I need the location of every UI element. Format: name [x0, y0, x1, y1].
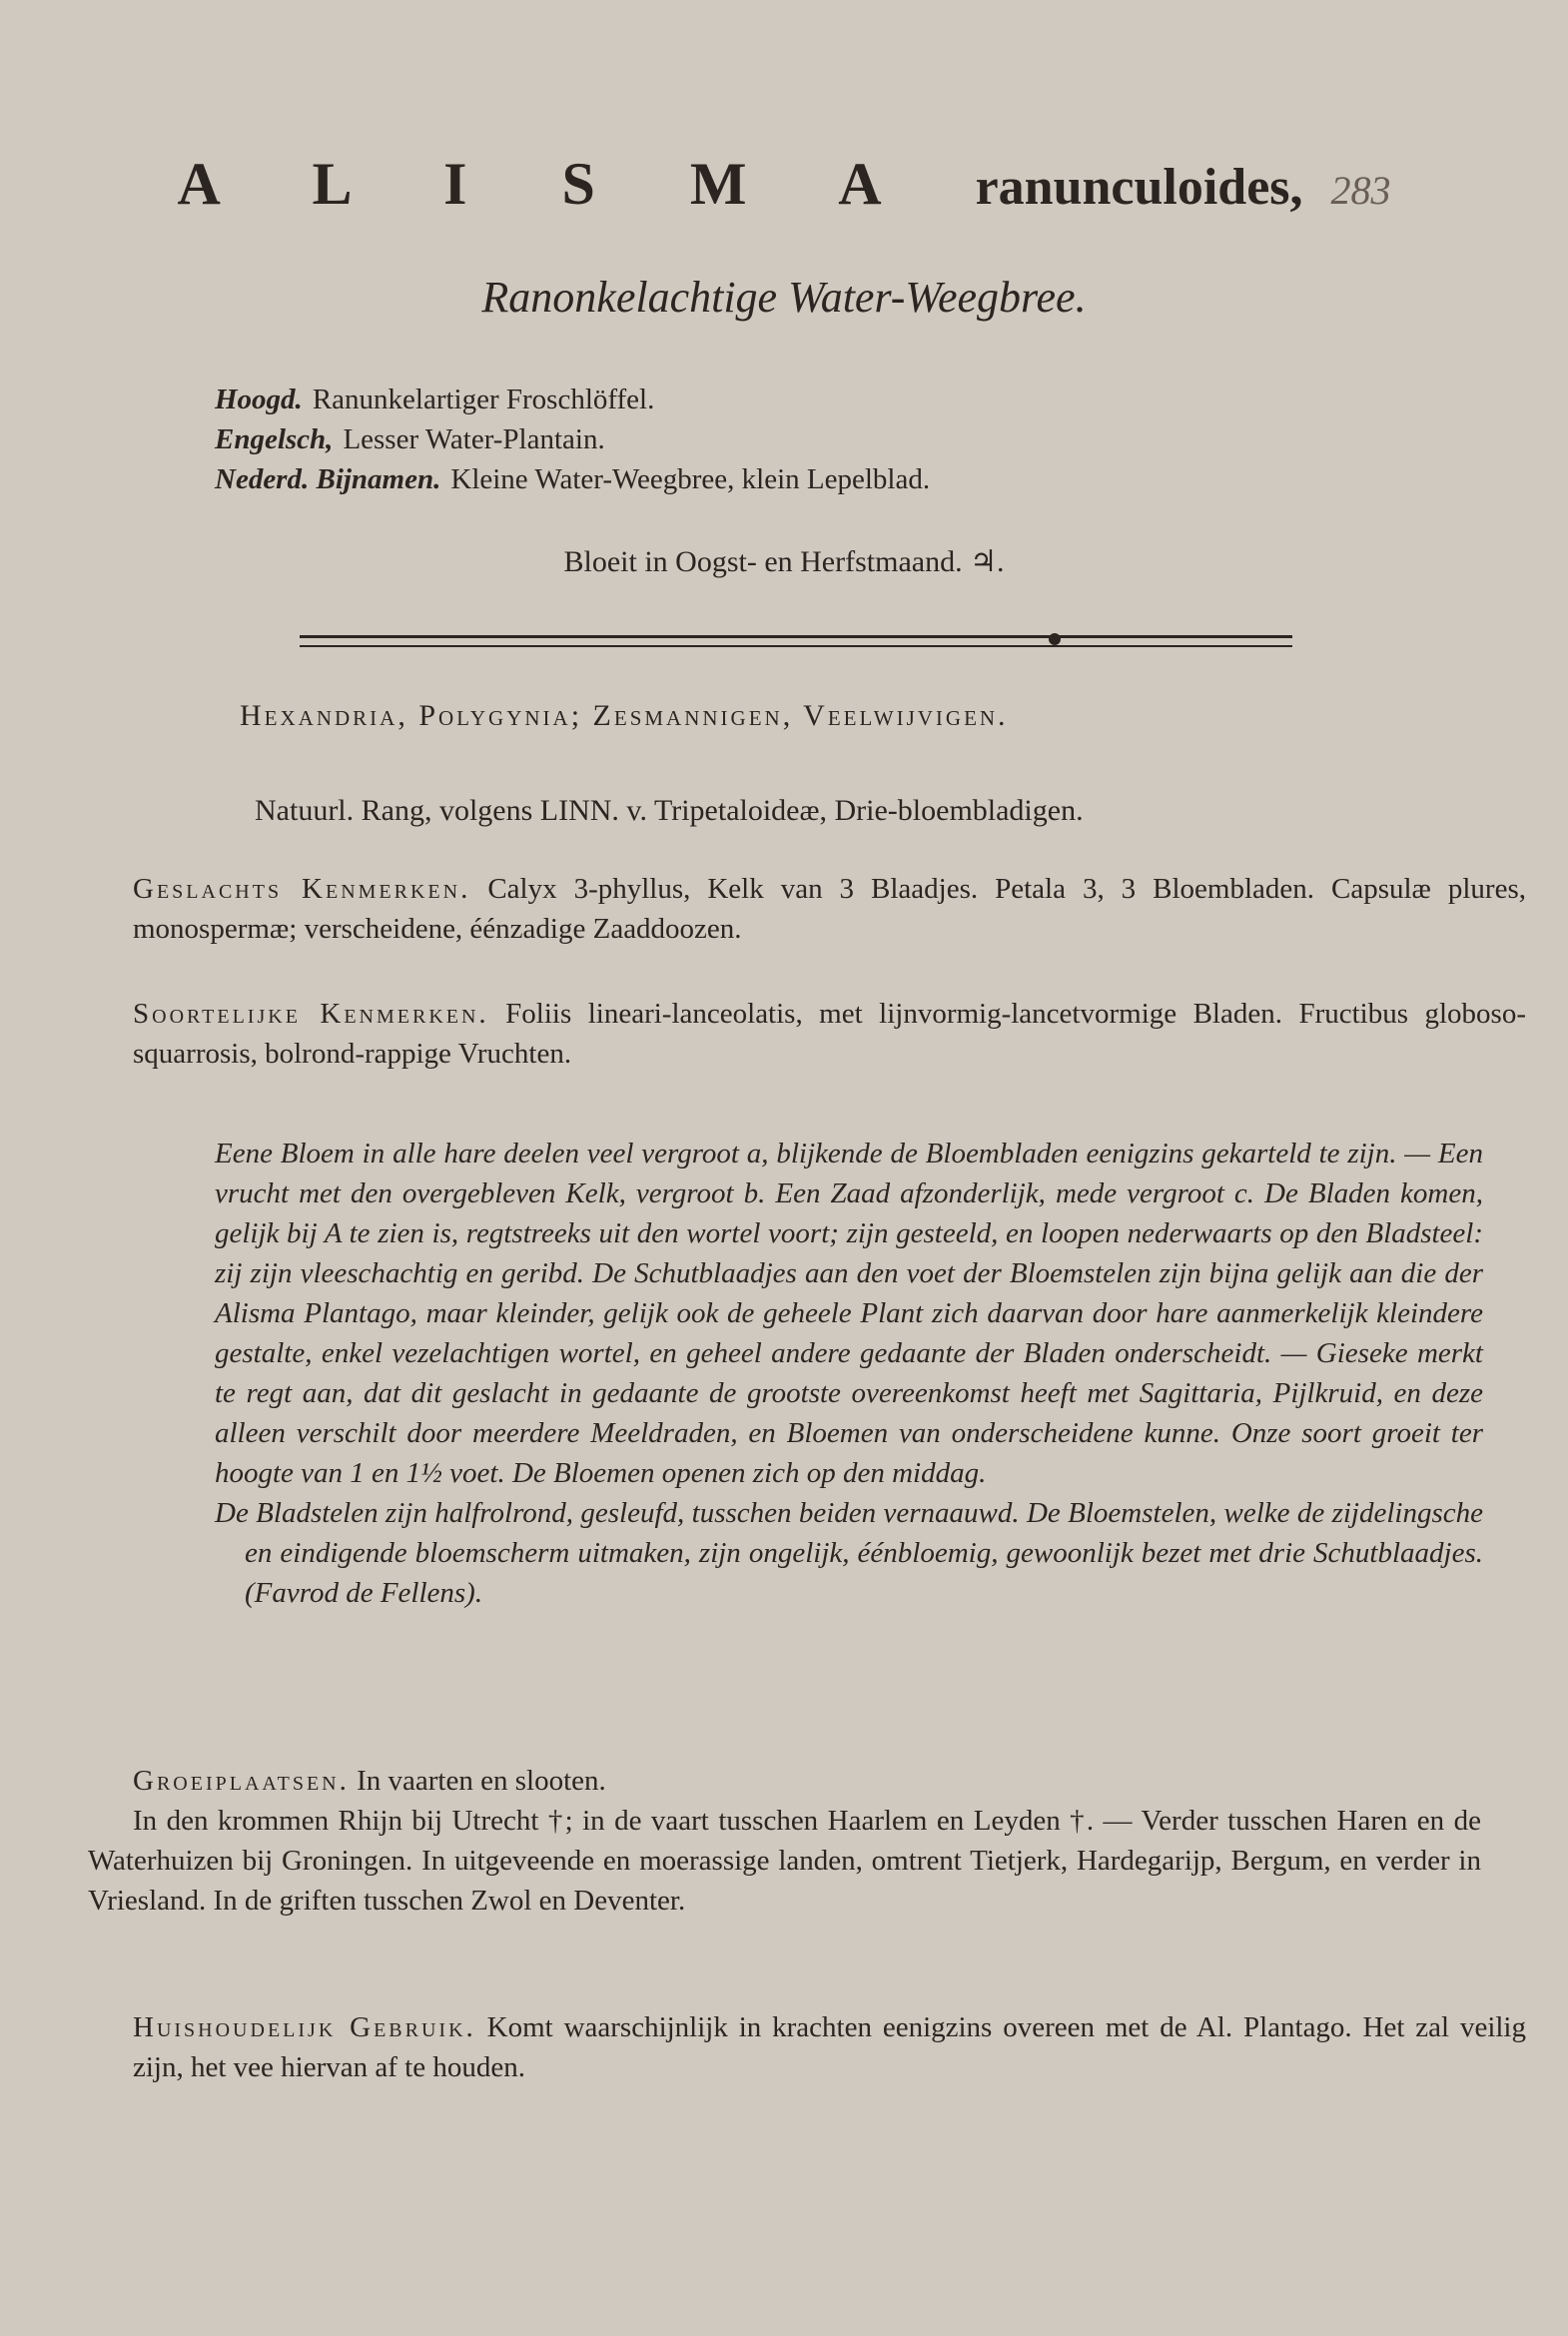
vernacular-names — [215, 380, 930, 499]
section-text: Foliis lineari-lanceolatis, met lijnvormig-lancetvormige Bladen. Fructibus globoso-squarrosis, bolrond-rappige Vruchten. — [133, 998, 1526, 1070]
page-number: 283 — [1330, 168, 1391, 213]
section-heading: Soortelijke Kenmerken. — [133, 998, 489, 1030]
natural-rank: Natuurl. Rang, volgens LINN. v. Tripetaloideæ, Drie-bloembladigen. — [255, 794, 1084, 827]
genus-name: A L I S M A — [177, 151, 922, 217]
name-value: Ranunkelartiger Froschlöffel. — [312, 384, 655, 415]
description-paragraph: Eene Bloem in alle hare deelen veel vergroot a, blijkende de Bloembladen eenigzins gekarteld te zijn. — Een vrucht met den overgebleven Kelk, vergroot b. Een Zaad afzonderlijk, mede vergroot c. De Bladen komen, gelijk bij A te zien is, regtstreeks uit den wortel voort; zijn gesteeld, en loopen nederwaarts op den Bladsteel: zij zijn vleeschachtig en geribd. De Schutblaadjes aan den voet der Bloemstelen zijn bijna gelijk aan die der Alisma Plantago, maar kleinder, gelijk ook de geheele Plant zich daarvan door hare aanmerkelijk kleindere gestalte, enkel vezelachtigen wortel, en geheel andere gedaante der Bladen onderscheidt. — Gieseke merkt te regt aan, dat dit geslacht in gedaante de grootste overeenkomst heeft met Sagittaria, Pijlkruid, en deze alleen verschilt door meerdere Meeldraden, en Bloemen van onderscheidene kunne. Onze soort groeit ter hoogte van 1 en 1½ voet. De Bloemen openen zich op den middag. — [215, 1138, 1483, 1489]
page-title — [0, 150, 1568, 219]
section-heading: Geslachts Kenmerken. — [133, 873, 471, 905]
lang-label: Hoogd. — [215, 384, 303, 415]
bloom-period: Bloeit in Oogst- en Herfstmaand. ♃. — [563, 545, 1005, 578]
name-row-dutch — [215, 459, 930, 499]
species-name: ranunculoides, — [975, 159, 1303, 216]
description — [215, 1134, 1483, 1613]
name-row-english — [215, 419, 930, 459]
section-heading: Groeiplaatsen. — [133, 1765, 350, 1797]
section-heading: Huishoudelijk Gebruik. — [133, 2011, 476, 2043]
lang-label: Nederd. Bijnamen. — [215, 463, 441, 495]
name-row-german — [215, 380, 930, 419]
section-text: Calyx 3-phyllus, Kelk van 3 Blaadjes. Petala 3, 3 Bloembladen. Capsulæ plures, monospermæ; verscheidene, éénzadige Zaaddoozen. — [133, 873, 1527, 945]
description-paragraph: De Bladstelen zijn halfrolrond, gesleufd, tusschen beiden vernaauwd. De Bloemstelen, welke de zijdelingsche en eindigende bloemscherm uitmaken, zijn ongelijk, éénbloemig, gewoonlijk bezet met drie Schutblaadjes. (Favrod de Fellens). — [215, 1497, 1483, 1609]
name-value: Lesser Water-Plantain. — [343, 423, 605, 455]
ornamental-divider — [300, 635, 1292, 647]
lang-label: Engelsch, — [215, 423, 334, 455]
divider-dot — [1049, 633, 1061, 645]
genus-characters — [88, 869, 1526, 949]
section-intro: In vaarten en slooten. — [357, 1765, 606, 1797]
section-text: In den krommen Rhijn bij Utrecht †; in de vaart tusschen Haarlem en Leyden †. — Verder tusschen Haren en de Waterhuizen bij Groningen. In uitgeveende en moerassige landen, omtrent Tietjerk, Hardegarijp, Bergum, en verder in Vriesland. In de griften tusschen Zwol en Deventer. — [88, 1805, 1481, 1917]
name-value: Kleine Water-Weegbree, klein Lepelblad. — [450, 463, 931, 495]
uses-section — [88, 2007, 1526, 2087]
habitat-text — [88, 1801, 1481, 1921]
dutch-name: Ranonkelachtige Water-Weegbree. — [481, 273, 1087, 322]
species-characters — [88, 994, 1526, 1074]
habitat-section — [88, 1761, 1526, 1801]
linnaean-classification: Hexandria, Polygynia; Zesmannigen, Veelwijvigen. — [240, 699, 1009, 732]
section-text: Komt waarschijnlijk in krachten eenigzins overeen met de Al. Plantago. Het zal veilig zijn, het vee hiervan af te houden. — [133, 2011, 1526, 2083]
